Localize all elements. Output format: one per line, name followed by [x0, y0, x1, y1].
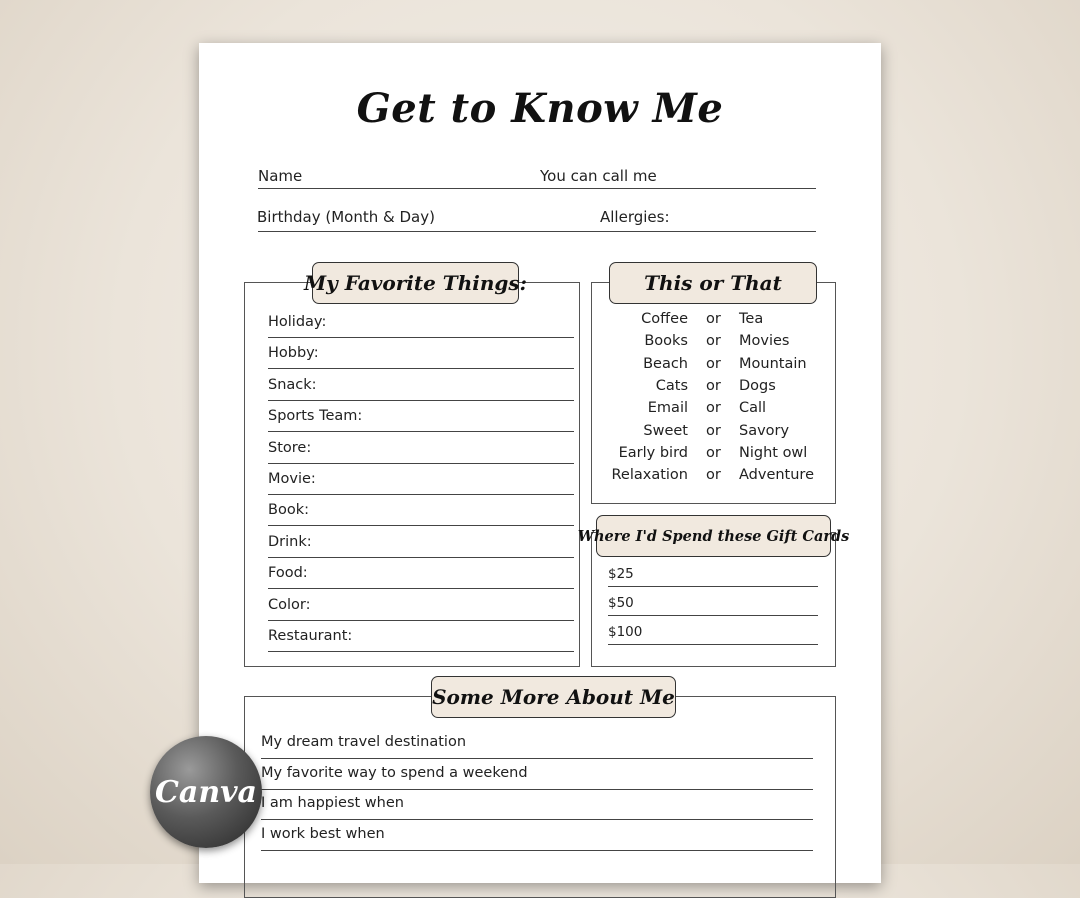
- name-label: Name: [258, 167, 303, 185]
- more-about-prompt: My favorite way to spend a weekend: [261, 764, 528, 781]
- option-b[interactable]: Call: [739, 400, 767, 417]
- favorite-item-label: Snack:: [268, 376, 317, 393]
- favorite-item-row[interactable]: [268, 432, 574, 464]
- gift-card-amount: $50: [608, 595, 634, 611]
- this-or-that-heading: This or That: [609, 262, 817, 304]
- favorite-item-row[interactable]: [268, 620, 574, 652]
- canva-badge: Canva: [150, 736, 262, 848]
- favorite-item-label: Store:: [268, 439, 312, 456]
- option-a[interactable]: Books: [644, 333, 688, 350]
- or-separator: or: [706, 333, 721, 350]
- favorite-item-label: Movie:: [268, 471, 316, 487]
- more-about-box: [244, 696, 836, 898]
- favorite-item-row[interactable]: [268, 306, 574, 338]
- gift-card-amount: $25: [608, 566, 634, 582]
- or-separator: or: [706, 355, 721, 372]
- page-title: Get to Know Me: [356, 85, 724, 132]
- option-a[interactable]: Email: [647, 400, 688, 417]
- favorite-item-label: Book:: [268, 502, 309, 519]
- answer-line: [268, 651, 574, 652]
- this-or-that-row: [592, 467, 836, 489]
- more-about-prompt: My dream travel destination: [261, 734, 467, 750]
- option-b[interactable]: Savory: [739, 422, 790, 439]
- or-separator: or: [706, 377, 721, 394]
- allergies-label: Allergies:: [600, 208, 670, 226]
- favorite-item-row[interactable]: [268, 557, 574, 589]
- favorite-item-row[interactable]: [268, 526, 574, 558]
- answer-line: [608, 586, 818, 587]
- or-separator: or: [706, 422, 721, 439]
- more-about-prompt: I work best when: [261, 825, 385, 842]
- favorite-item-row[interactable]: [268, 463, 574, 495]
- answer-line: [608, 644, 818, 645]
- name-line: [258, 188, 816, 189]
- option-b[interactable]: Movies: [739, 333, 790, 350]
- gift-card-row[interactable]: [608, 618, 818, 645]
- this-or-that-row: [592, 311, 836, 333]
- option-a[interactable]: Coffee: [641, 311, 688, 327]
- gift-card-row[interactable]: [608, 589, 818, 616]
- call-me-label: You can call me: [540, 167, 657, 185]
- favorite-item-row[interactable]: [268, 400, 574, 432]
- or-separator: or: [706, 311, 721, 327]
- favorite-item-label: Food:: [268, 565, 308, 582]
- option-a[interactable]: Early bird: [618, 444, 688, 461]
- this-or-that-row: [592, 378, 836, 400]
- this-or-that-row: [592, 423, 836, 445]
- or-separator: or: [706, 400, 721, 417]
- option-b[interactable]: Night owl: [739, 444, 808, 461]
- gift-cards-heading: Where I'd Spend these Gift Cards: [596, 515, 831, 557]
- more-about-row[interactable]: [261, 759, 813, 790]
- favorite-item-label: Restaurant:: [268, 628, 353, 644]
- favorite-item-row[interactable]: [268, 494, 574, 526]
- worksheet-page: [199, 43, 881, 883]
- answer-line: [261, 850, 813, 851]
- this-or-that-row: [592, 400, 836, 422]
- more-about-row[interactable]: [261, 789, 813, 820]
- favorite-item-label: Color:: [268, 596, 311, 613]
- gift-card-row[interactable]: [608, 560, 818, 587]
- option-a[interactable]: Cats: [655, 377, 688, 394]
- or-separator: or: [706, 444, 721, 461]
- option-b[interactable]: Adventure: [739, 467, 814, 484]
- answer-line: [608, 615, 818, 616]
- birthday-line: [258, 231, 816, 232]
- favorite-item-row[interactable]: [268, 589, 574, 621]
- this-or-that-box: [591, 282, 836, 504]
- option-a[interactable]: Relaxation: [611, 467, 688, 484]
- this-or-that-row: [592, 445, 836, 467]
- favorite-item-label: Hobby:: [268, 345, 319, 362]
- birthday-label: Birthday (Month & Day): [257, 208, 435, 226]
- favorites-heading: My Favorite Things:: [312, 262, 519, 304]
- option-b[interactable]: Mountain: [739, 355, 807, 372]
- favorite-item-label: Drink:: [268, 533, 312, 550]
- favorites-box: [244, 282, 580, 667]
- option-b[interactable]: Dogs: [739, 377, 776, 394]
- or-separator: or: [706, 467, 721, 484]
- gift-card-amount: $100: [608, 624, 643, 640]
- more-about-prompt: I am happiest when: [261, 795, 404, 812]
- more-about-heading: Some More About Me: [431, 676, 676, 718]
- this-or-that-row: [592, 356, 836, 378]
- this-or-that-row: [592, 333, 836, 355]
- option-b[interactable]: Tea: [739, 311, 764, 327]
- option-a[interactable]: Beach: [643, 355, 688, 372]
- favorite-item-row[interactable]: [268, 337, 574, 369]
- option-a[interactable]: Sweet: [643, 422, 688, 439]
- more-about-row[interactable]: [261, 820, 813, 851]
- favorite-item-label: Sports Team:: [268, 408, 363, 425]
- more-about-row[interactable]: [261, 728, 813, 759]
- favorite-item-label: Holiday:: [268, 314, 327, 330]
- favorite-item-row[interactable]: [268, 369, 574, 401]
